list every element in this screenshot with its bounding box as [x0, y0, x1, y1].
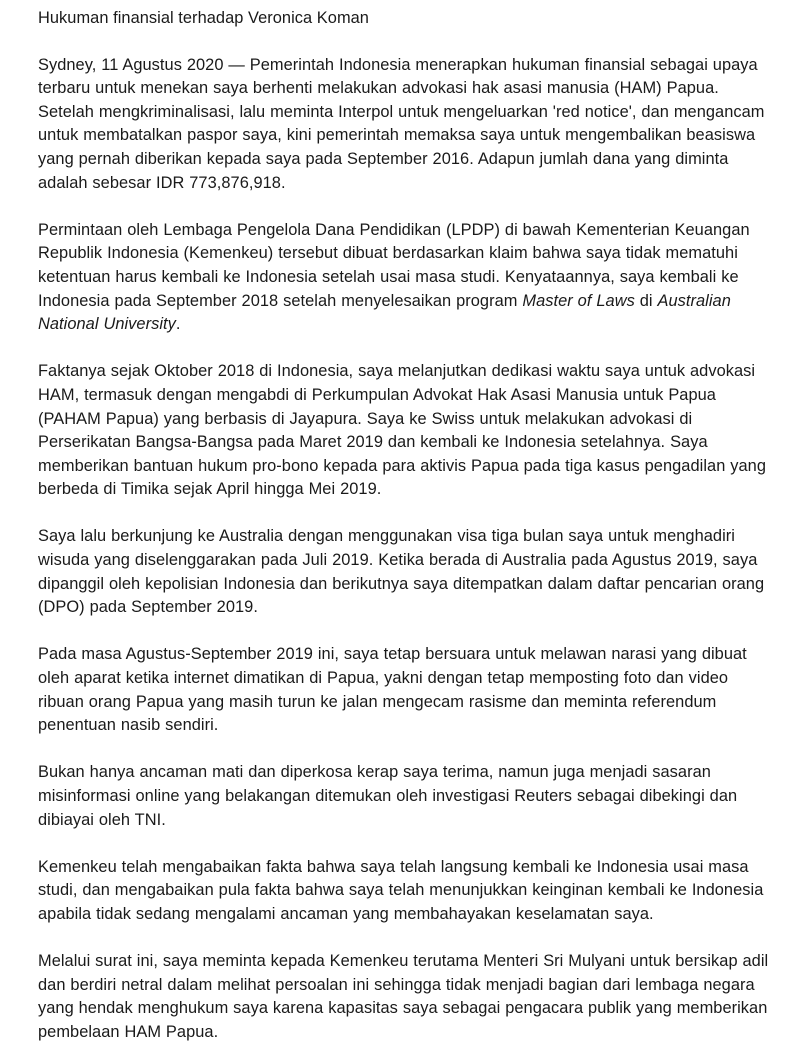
paragraph-request: [38, 950, 768, 1044]
spacer: [38, 620, 768, 644]
text-line: untuk membatalkan paspor saya, kini pemerintah memaksa saya untuk mengembalikan beasiswa: [38, 126, 756, 145]
text-line: Setelah mengkriminalisasi, lalu meminta Interpol untuk mengeluarkan 'red notice', dan mengancam: [38, 102, 765, 121]
text-line: (DPO) pada September 2019.: [38, 598, 258, 617]
spacer: [38, 832, 768, 856]
paragraph-lpdp: [38, 219, 768, 337]
text-line: Melalui surat ini, saya meminta kepada Kemenkeu terutama Menteri Sri Mulyani untuk bersikap adil: [38, 952, 769, 971]
spacer: [38, 337, 768, 361]
text-line: wisuda yang diselenggarakan pada Juli 2019. Ketika berada di Australia pada Agustus 2019, saya: [38, 551, 758, 570]
text-line: yang hendak menghukum saya karena kapasitas saya sebagai pengacara publik yang memberikan: [38, 999, 768, 1018]
text-line: dibiayai oleh TNI.: [38, 810, 166, 829]
text-line: memberikan bantuan hukum pro-bono kepada para aktivis Papua pada tiga kasus pengadilan yang: [38, 456, 767, 475]
text-run: di: [634, 291, 658, 310]
text-line: HAM, termasuk dengan mengabdi di Perkumpulan Advokat Hak Asasi Manusia untuk Papua: [38, 385, 716, 404]
text-line: studi, dan mengabaikan pula fakta bahwa saya telah menunjukkan keinginan kembali ke Indonesia: [38, 881, 764, 900]
paragraph-internet: [38, 643, 768, 737]
text-line: ribuan orang Papua yang masih turun ke jalan mengecam rasisme dan meminta referendum: [38, 692, 717, 711]
text-run: Indonesia pada September 2018 setelah menyelesaikan program: [38, 291, 523, 310]
text-line: dipanggil oleh kepolisian Indonesia dan berikutnya saya ditempatkan dalam daftar pencarian orang: [38, 574, 765, 593]
text-line: penentuan nasib sendiri.: [38, 716, 219, 735]
program-name: Master of Laws: [522, 291, 635, 310]
text-line: Perserikatan Bangsa-Bangsa pada Maret 2019 dan kembali ke Indonesia setelahnya. Saya: [38, 433, 708, 452]
university-name: Australian: [657, 291, 731, 310]
text-line: [38, 313, 768, 337]
text-line: Pada masa Agustus-September 2019 ini, saya tetap bersuara untuk melawan narasi yang dibuat: [38, 645, 747, 664]
university-name: National University: [38, 315, 176, 334]
spacer: [38, 927, 768, 951]
text-line: oleh aparat ketika internet dimatikan di Papua, yakni dengan tetap memposting foto dan video: [38, 669, 729, 688]
text-line: Bukan hanya ancaman mati dan diperkosa kerap saya terima, namun juga menjadi sasaran: [38, 763, 711, 782]
document-title: Hukuman finansial terhadap Veronica Koman: [38, 9, 369, 27]
text-line: adalah sebesar IDR 773,876,918.: [38, 173, 286, 192]
text-line: Kemenkeu telah mengabaikan fakta bahwa saya telah langsung kembali ke Indonesia usai masa: [38, 857, 749, 876]
text-line: yang pernah diberikan kepada saya pada September 2016. Adapun jumlah dana yang diminta: [38, 149, 729, 168]
text-line: dan berdiri netral dalam melihat persoalan ini sehingga tidak menjadi bagian dari lembaga negara: [38, 975, 755, 994]
text-line: apabila tidak sedang mengalami ancaman yang membahayakan keselamatan saya.: [38, 904, 654, 923]
text-line: [38, 290, 768, 314]
paragraph-australia: [38, 525, 768, 619]
text-line: Saya lalu berkunjung ke Australia dengan menggunakan visa tiga bulan saya untuk menghadiri: [38, 527, 735, 546]
paragraph-threats: [38, 761, 768, 832]
text-line: terbaru untuk menekan saya berhenti melakukan advokasi hak asasi manusia (HAM) Papua.: [38, 79, 719, 98]
paragraph-kemenkeu: [38, 856, 768, 927]
text-line: Permintaan oleh Lembaga Pengelola Dana Pendidikan (LPDP) di bawah Kementerian Keuangan: [38, 220, 750, 239]
text-line: Sydney, 11 Agustus 2020 — Pemerintah Indonesia menerapkan hukuman finansial sebagai upaya: [38, 55, 758, 74]
document-page: [38, 6, 768, 1045]
paragraph-facts: [38, 360, 768, 502]
spacer: [38, 195, 768, 219]
paragraph-intro: [38, 54, 768, 196]
spacer: [38, 30, 768, 54]
text-line: Republik Indonesia (Kemenkeu) tersebut dibuat berdasarkan klaim bahwa saya tidak mematuhi: [38, 244, 738, 263]
spacer: [38, 738, 768, 762]
text-line: berbeda di Timika sejak April hingga Mei 2019.: [38, 480, 382, 499]
text-line: ketentuan harus kembali ke Indonesia setelah usai masa studi. Kenyataannya, saya kembali ke: [38, 267, 739, 286]
text-line: pembelaan HAM Papua.: [38, 1022, 219, 1041]
spacer: [38, 502, 768, 526]
text-line: (PAHAM Papua) yang berbasis di Jayapura. Saya ke Swiss untuk melakukan advokasi di: [38, 409, 693, 428]
text-line: Faktanya sejak Oktober 2018 di Indonesia, saya melanjutkan dedikasi waktu saya untuk advokasi: [38, 362, 756, 381]
text-run: .: [175, 315, 181, 334]
text-line: misinformasi online yang belakangan ditemukan oleh investigasi Reuters sebagai dibekingi dan: [38, 787, 738, 805]
